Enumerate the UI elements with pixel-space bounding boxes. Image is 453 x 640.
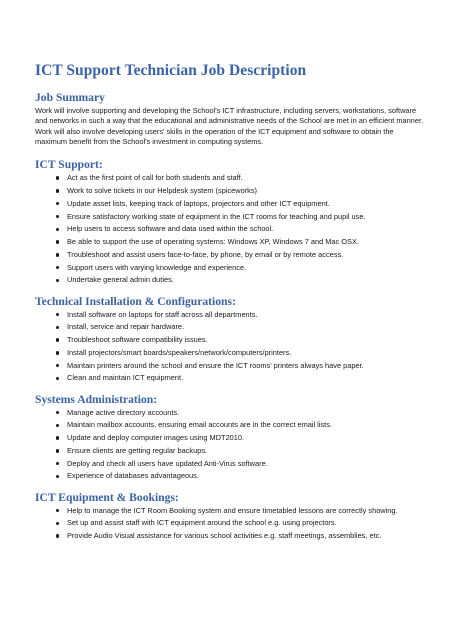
job-summary-heading: Job Summary: [35, 91, 105, 104]
list-item: Update asset lists, keeping track of laptops, projectors and other ICT equipment.: [67, 199, 427, 209]
section-heading: Technical Installation & Configurations:: [35, 294, 236, 308]
list-item: Undertake general admin duties.: [67, 275, 427, 285]
list-item: Deploy and check all users have updated Anti-Virus software.: [67, 459, 427, 469]
section-heading: ICT Equipment & Bookings:: [35, 490, 179, 504]
list-item: Maintain mailbox accounts, ensuring email accounts are in the correct email lists.: [67, 420, 427, 430]
section-ict-support: [35, 158, 427, 285]
list-item: Maintain printers around the school and ensure the ICT rooms' printers always have paper.: [67, 361, 427, 371]
section-heading: Systems Administration:: [35, 392, 158, 406]
bullet-list: [35, 506, 427, 542]
list-item: Help to manage the ICT Room Booking system and ensure timetabled lessons are correctly showing.: [67, 506, 427, 516]
list-item: Troubleshoot and assist users face-to-face, by phone, by email or by remote access.: [67, 250, 427, 260]
list-item: Support users with varying knowledge and experience.: [67, 263, 427, 273]
list-item: Ensure satisfactory working state of equipment in the ICT rooms for teaching and pupil use.: [67, 212, 427, 222]
list-item: Experience of databases advantageous.: [67, 471, 427, 481]
list-item: Update and deploy computer images using MDT2010.: [67, 433, 427, 443]
list-item: Set up and assist staff with ICT equipment around the school e.g. using projectors.: [67, 518, 427, 528]
list-item: Ensure clients are getting regular backups.: [67, 446, 427, 456]
section-technical-installation: [35, 295, 427, 384]
list-item: Manage active directory accounts.: [67, 408, 427, 418]
section-ict-equipment-bookings: [35, 491, 427, 542]
list-item: Clean and maintain ICT equipment.: [67, 373, 427, 383]
document-page: [35, 62, 427, 550]
list-item: Help users to access software and data used within the school.: [67, 224, 427, 234]
bullet-list: [35, 173, 427, 285]
list-item: Work to solve tickets in our Helpdesk system (spiceworks): [67, 186, 427, 196]
section-systems-administration: [35, 393, 427, 482]
list-item: Install, service and repair hardware.: [67, 322, 427, 332]
list-item: Troubleshoot software compatibility issues.: [67, 335, 427, 345]
bullet-list: [35, 408, 427, 482]
list-item: Install projectors/smart boards/speakers/network/computers/printers.: [67, 348, 427, 358]
list-item: Act as the first point of call for both students and staff.: [67, 173, 427, 183]
list-item: Provide Audio Visual assistance for various school activities e.g. staff meetings, assemblies, etc.: [67, 531, 427, 541]
bullet-list: [35, 310, 427, 384]
document-title: ICT Support Technician Job Description: [35, 62, 307, 79]
list-item: Install software on laptops for staff across all departments.: [67, 310, 427, 320]
job-summary-section: [35, 91, 427, 147]
job-summary-text: Work will involve supporting and developing the School's ICT infrastructure, including servers, workstations, software and networks in such a way that the educational and administrative needs of the School are met in an efficient manner. Work will also involve developing users' skills in the operation of the ICT equipment and software to obtain the maximum benefit from the School's investment in computing systems.: [35, 106, 424, 146]
list-item: Be able to support the use of operating systems: Windows XP, Windows 7 and Mac OSX.: [67, 237, 427, 247]
section-heading: ICT Support:: [35, 158, 103, 172]
